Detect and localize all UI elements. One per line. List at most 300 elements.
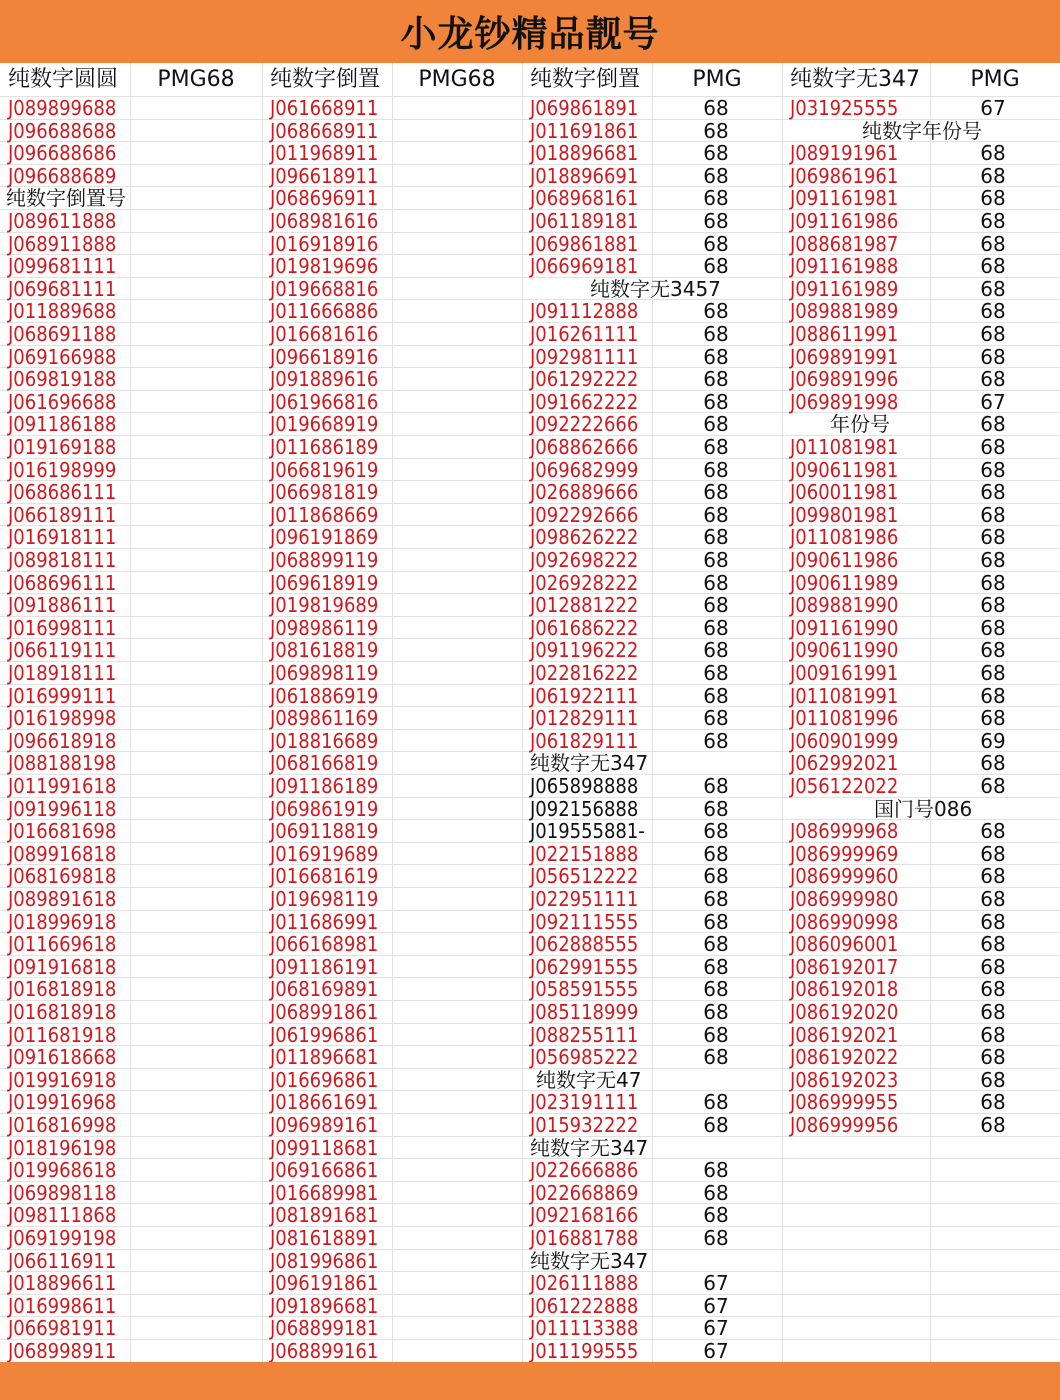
serial-number: J018661691 [270, 1090, 379, 1115]
serial-number: J068991861 [270, 1000, 379, 1024]
serial-number: J089891618 [8, 887, 117, 911]
serial-number: J089191961 [790, 141, 899, 166]
serial-number: J018896611 [8, 1271, 117, 1296]
serial-number: J086990998 [790, 909, 899, 934]
pmg-grade: 68 [703, 615, 729, 640]
serial-number: J016681619 [270, 864, 379, 889]
pmg-grade: 68 [980, 615, 1006, 640]
serial-number: J091161989 [790, 276, 899, 301]
section-label: 纯数字无347 [530, 751, 649, 776]
serial-number: J011199555 [530, 1339, 639, 1362]
table-row [0, 1069, 1060, 1092]
serial-number: J016681616 [270, 322, 379, 346]
serial-number: J022951111 [530, 887, 639, 911]
serial-number: J066981819 [270, 480, 379, 505]
serial-number: J091186191 [270, 954, 379, 979]
serial-number: J068691188 [8, 322, 117, 346]
serial-number: J091896681 [270, 1293, 379, 1318]
serial-number: J069898119 [270, 661, 379, 685]
pmg-grade: 68 [980, 1022, 1006, 1047]
pmg-grade: 68 [703, 389, 729, 414]
pmg-grade: 68 [980, 887, 1006, 911]
serial-number: J099681111 [8, 254, 117, 279]
pmg-grade: 67 [703, 1339, 729, 1362]
pmg-grade: 68 [703, 864, 729, 889]
pmg-grade: 68 [703, 1203, 729, 1228]
serial-number: J061996861 [270, 1022, 379, 1047]
pmg-grade: 68 [980, 638, 1006, 663]
serial-number: J015932222 [530, 1113, 639, 1137]
serial-number: J016198999 [8, 457, 117, 482]
serial-number: J086999955 [790, 1090, 899, 1115]
serial-number: J018996918 [8, 909, 117, 934]
serial-number: J031925555 [790, 96, 899, 120]
pmg-grade: 68 [980, 593, 1006, 618]
serial-number: J091196222 [530, 638, 639, 663]
pmg-grade: 68 [703, 322, 729, 346]
pmg-grade: 68 [703, 412, 729, 437]
column-header: PMG68 [157, 67, 235, 92]
pmg-grade: 68 [703, 570, 729, 595]
serial-number: J088188198 [8, 751, 117, 776]
serial-number: J086999980 [790, 887, 899, 911]
serial-number: J090611981 [790, 457, 899, 482]
serial-number: J011081986 [790, 525, 899, 550]
serial-number: J016999111 [8, 683, 117, 708]
serial-number: J060011981 [790, 480, 899, 505]
serial-number: J090611989 [790, 570, 899, 595]
serial-number: J089899688 [8, 96, 117, 120]
serial-number: J061189181 [530, 209, 639, 233]
serial-number: J092156888 [530, 796, 639, 821]
serial-number: J018196198 [8, 1135, 117, 1160]
serial-number: J016689981 [270, 1180, 379, 1205]
serial-number: J066189111 [8, 502, 117, 527]
column-header: 纯数字倒置 [530, 67, 641, 92]
serial-number: J069118819 [270, 819, 379, 844]
pmg-grade: 68 [703, 593, 729, 618]
serial-number: J069898118 [8, 1180, 117, 1205]
pmg-grade: 67 [703, 1316, 729, 1341]
serial-number: J016818918 [8, 1000, 117, 1024]
serial-number: J061829111 [530, 728, 639, 753]
pmg-grade: 67 [703, 1271, 729, 1296]
pmg-grade: 68 [980, 932, 1006, 957]
serial-number: J069861881 [530, 231, 639, 256]
serial-number: J016881788 [530, 1226, 639, 1250]
pmg-grade: 68 [980, 1045, 1006, 1070]
serial-number: J061696688 [8, 389, 117, 414]
serial-number: J069166988 [8, 344, 117, 369]
serial-number: J016998111 [8, 615, 117, 640]
serial-number: J068169818 [8, 864, 117, 889]
serial-number: J068696111 [8, 570, 117, 595]
serial-number: J086999969 [790, 841, 899, 866]
spreadsheet [0, 63, 1060, 1362]
serial-number: J011889688 [8, 299, 117, 324]
pmg-grade: 68 [703, 796, 729, 821]
section-label: 国门号086 [874, 796, 973, 821]
pmg-grade: 67 [703, 1293, 729, 1318]
serial-number: J016261111 [530, 322, 639, 346]
bottom-bar [0, 1362, 1060, 1400]
serial-number: J011081996 [790, 706, 899, 731]
pmg-grade: 68 [980, 525, 1006, 550]
serial-number: J090611990 [790, 638, 899, 663]
serial-number: J086192022 [790, 1045, 899, 1070]
serial-number: J068911888 [8, 231, 117, 256]
serial-number: J012881222 [530, 593, 639, 618]
serial-number: J086999960 [790, 864, 899, 889]
serial-number: J099801981 [790, 502, 899, 527]
serial-number: J011669618 [8, 932, 117, 957]
serial-number: J018896691 [530, 163, 639, 188]
serial-number: J019698119 [270, 887, 379, 911]
pmg-grade: 68 [980, 1090, 1006, 1115]
serial-number: J068899119 [270, 548, 379, 572]
serial-number: J086192020 [790, 1000, 899, 1024]
pmg-grade: 68 [703, 1180, 729, 1205]
pmg-grade: 68 [703, 819, 729, 844]
pmg-grade: 68 [980, 186, 1006, 211]
serial-number: J068899181 [270, 1316, 379, 1341]
title-bar [0, 0, 1060, 63]
serial-number: J068899161 [270, 1339, 379, 1362]
serial-number: J068998911 [8, 1339, 117, 1362]
serial-number: J019916918 [8, 1067, 117, 1092]
serial-number: J011113388 [530, 1316, 639, 1341]
serial-number: J091889616 [270, 367, 379, 392]
pmg-grade: 68 [980, 412, 1006, 437]
section-label: 纯数字倒置号 [6, 186, 126, 211]
section-label: 年份号 [830, 412, 890, 437]
serial-number: J091161988 [790, 254, 899, 279]
serial-number: J068696911 [270, 186, 379, 211]
pmg-grade: 68 [980, 751, 1006, 776]
serial-number: J068169891 [270, 977, 379, 1002]
pmg-grade: 68 [703, 728, 729, 753]
serial-number: J011686189 [270, 435, 379, 459]
pmg-grade: 68 [703, 932, 729, 957]
page-title: 小龙钞精品靓号 [400, 14, 660, 55]
serial-number: J016816998 [8, 1113, 117, 1137]
serial-number: J096191869 [270, 525, 379, 550]
serial-number: J009161991 [790, 661, 899, 685]
section-label: 纯数字无347 [530, 1248, 649, 1273]
serial-number: J019968618 [8, 1158, 117, 1183]
serial-number: J091112888 [530, 299, 639, 324]
serial-number: J069618919 [270, 570, 379, 595]
pmg-grade: 68 [980, 344, 1006, 369]
pmg-grade: 68 [980, 299, 1006, 324]
serial-number: J096989161 [270, 1113, 379, 1137]
serial-number: J092168166 [530, 1203, 639, 1228]
pmg-grade: 68 [703, 96, 729, 120]
serial-number: J062991555 [530, 954, 639, 979]
pmg-grade: 68 [980, 322, 1006, 346]
serial-number: J068686111 [8, 480, 117, 505]
serial-number: J098986119 [270, 615, 379, 640]
serial-number: J089881990 [790, 593, 899, 618]
serial-number: J016918111 [8, 525, 117, 550]
serial-number: J086192021 [790, 1022, 899, 1047]
serial-number: J011991618 [8, 774, 117, 798]
serial-number: J086192023 [790, 1067, 899, 1092]
serial-number: J026928222 [530, 570, 639, 595]
serial-number: J016818918 [8, 977, 117, 1002]
serial-number: J056512222 [530, 864, 639, 889]
pmg-grade: 68 [980, 367, 1006, 392]
pmg-grade: 68 [980, 841, 1006, 866]
pmg-grade: 68 [980, 502, 1006, 527]
serial-number: J011666886 [270, 299, 379, 324]
section-label: 纯数字年份号 [862, 118, 982, 143]
pmg-grade: 68 [980, 276, 1006, 301]
section-label: 纯数字无347 [530, 1135, 649, 1160]
serial-number: J011968911 [270, 141, 379, 166]
serial-number: J069891991 [790, 344, 899, 369]
pmg-grade: 68 [703, 367, 729, 392]
serial-number: J069681111 [8, 276, 117, 301]
serial-number: J088681987 [790, 231, 899, 256]
pmg-grade: 68 [703, 1022, 729, 1047]
serial-number: J022151888 [530, 841, 639, 866]
serial-number: J086999968 [790, 819, 899, 844]
serial-number: J018918111 [8, 661, 117, 685]
serial-number: J091186188 [8, 412, 117, 437]
pmg-grade: 68 [703, 887, 729, 911]
pmg-grade: 68 [703, 548, 729, 572]
pmg-grade: 68 [703, 525, 729, 550]
serial-number: J091161981 [790, 186, 899, 211]
pmg-grade: 68 [703, 254, 729, 279]
serial-number: J012829111 [530, 706, 639, 731]
serial-number: J016919689 [270, 841, 379, 866]
serial-number: J085118999 [530, 1000, 639, 1024]
serial-number: J016918916 [270, 231, 379, 256]
serial-number: J089861169 [270, 706, 379, 731]
pmg-grade: 68 [703, 774, 729, 798]
pmg-grade: 68 [980, 683, 1006, 708]
serial-number: J061292222 [530, 367, 639, 392]
pmg-grade: 68 [980, 1000, 1006, 1024]
pmg-grade: 68 [980, 774, 1006, 798]
serial-number: J066119111 [8, 638, 117, 663]
pmg-grade: 68 [703, 344, 729, 369]
serial-number: J081996861 [270, 1248, 379, 1273]
pmg-grade: 68 [703, 706, 729, 731]
serial-number: J019916968 [8, 1090, 117, 1115]
serial-number: J061222888 [530, 1293, 639, 1318]
serial-number: J096618916 [270, 344, 379, 369]
pmg-grade: 68 [980, 141, 1006, 166]
header-row [0, 63, 1060, 97]
pmg-grade: 68 [703, 231, 729, 256]
serial-number: J091886111 [8, 593, 117, 618]
serial-number: J096688688 [8, 118, 117, 143]
serial-number: J069819188 [8, 367, 117, 392]
section-label: 纯数字无3457 [590, 276, 721, 301]
serial-number: J091662222 [530, 389, 639, 414]
pmg-grade: 68 [980, 819, 1006, 844]
serial-number: J091618668 [8, 1045, 117, 1070]
pmg-grade: 68 [980, 661, 1006, 685]
pmg-grade: 68 [703, 638, 729, 663]
serial-number: J018816689 [270, 728, 379, 753]
pmg-grade: 68 [703, 683, 729, 708]
serial-number: J081891681 [270, 1203, 379, 1228]
pmg-grade: 68 [703, 1113, 729, 1137]
serial-number: J061966816 [270, 389, 379, 414]
pmg-grade: 68 [980, 435, 1006, 459]
serial-number: J019668816 [270, 276, 379, 301]
serial-number: J086999956 [790, 1113, 899, 1137]
column-header: PMG [970, 67, 1020, 92]
serial-number: J089881989 [790, 299, 899, 324]
pmg-grade: 68 [980, 909, 1006, 934]
pmg-grade: 68 [980, 231, 1006, 256]
pmg-grade: 68 [703, 435, 729, 459]
serial-number: J068166819 [270, 751, 379, 776]
serial-number: J062992021 [790, 751, 899, 776]
pmg-grade: 68 [703, 1090, 729, 1115]
serial-number: J091996118 [8, 796, 117, 821]
serial-number: J066116911 [8, 1248, 117, 1273]
serial-number: J069861961 [790, 163, 899, 188]
serial-number: J019819696 [270, 254, 379, 279]
serial-number: J091916818 [8, 954, 117, 979]
serial-number: J069861919 [270, 796, 379, 821]
column-header: 纯数字圆圆 [8, 67, 119, 92]
serial-number: J011081981 [790, 435, 899, 459]
serial-number: J089916818 [8, 841, 117, 866]
serial-number: J068668911 [270, 118, 379, 143]
pmg-grade: 68 [703, 909, 729, 934]
section-label: 纯数字无47 [536, 1067, 642, 1092]
serial-number: J086192017 [790, 954, 899, 979]
serial-number: J088611991 [790, 322, 899, 346]
serial-number: J098111868 [8, 1203, 117, 1228]
serial-number: J088255111 [530, 1022, 639, 1047]
serial-number: J016998611 [8, 1293, 117, 1318]
serial-number: J056985222 [530, 1045, 639, 1070]
serial-number: J066981911 [8, 1316, 117, 1341]
serial-number: J086096001 [790, 932, 899, 957]
serial-number: J062888555 [530, 932, 639, 957]
serial-number: J066819619 [270, 457, 379, 482]
serial-number: J092698222 [530, 548, 639, 572]
pmg-grade: 68 [703, 209, 729, 233]
serial-number: J026111888 [530, 1271, 639, 1296]
table-row [0, 278, 1060, 301]
pmg-grade: 68 [980, 209, 1006, 233]
serial-number: J018896681 [530, 141, 639, 166]
pmg-grade: 67 [980, 96, 1006, 120]
pmg-grade: 68 [703, 163, 729, 188]
pmg-grade: 67 [980, 389, 1006, 414]
column-header: PMG [692, 67, 742, 92]
serial-number: J026889666 [530, 480, 639, 505]
pmg-grade: 68 [980, 1067, 1006, 1092]
serial-number: J090611986 [790, 548, 899, 572]
pmg-grade: 68 [703, 1226, 729, 1250]
pmg-grade: 68 [980, 706, 1006, 731]
serial-number: J016198998 [8, 706, 117, 731]
serial-number: J022668869 [530, 1180, 639, 1205]
serial-number: J061668911 [270, 96, 379, 120]
serial-number: J096618918 [8, 728, 117, 753]
serial-number: J091161986 [790, 209, 899, 233]
pmg-grade: 68 [980, 254, 1006, 279]
serial-number: J081618891 [270, 1226, 379, 1250]
serial-number: J092292666 [530, 502, 639, 527]
serial-number: J069199198 [8, 1226, 117, 1250]
serial-number: J058591555 [530, 977, 639, 1002]
pmg-grade: 68 [980, 457, 1006, 482]
serial-number: J069166861 [270, 1158, 379, 1183]
column-header: 纯数字无347 [790, 67, 920, 92]
pmg-grade: 68 [703, 954, 729, 979]
serial-number: J066168981 [270, 932, 379, 957]
serial-number: J066969181 [530, 254, 639, 279]
serial-number: J022816222 [530, 661, 639, 685]
serial-number: J069891998 [790, 389, 899, 414]
serial-number: J098626222 [530, 525, 639, 550]
pmg-grade: 68 [703, 1045, 729, 1070]
pmg-grade: 68 [980, 864, 1006, 889]
pmg-grade: 68 [703, 502, 729, 527]
serial-number: J016696861 [270, 1067, 379, 1092]
serial-number: J069891996 [790, 367, 899, 392]
serial-number: J091186189 [270, 774, 379, 798]
serial-number: J019819689 [270, 593, 379, 618]
serial-number: J086192018 [790, 977, 899, 1002]
serial-number: J019668919 [270, 412, 379, 437]
pmg-grade: 68 [980, 977, 1006, 1002]
pmg-grade: 68 [703, 118, 729, 143]
serial-number: J065898888 [530, 774, 639, 798]
serial-number: J011081991 [790, 683, 899, 708]
serial-number: J096618911 [270, 163, 379, 188]
serial-number: J011681918 [8, 1022, 117, 1047]
serial-number: J069682999 [530, 457, 639, 482]
serial-number: J061922111 [530, 683, 639, 708]
pmg-grade: 68 [703, 299, 729, 324]
serial-number: J011896681 [270, 1045, 379, 1070]
serial-number: J096688689 [8, 163, 117, 188]
serial-number: J099118681 [270, 1135, 379, 1160]
serial-number: J091161990 [790, 615, 899, 640]
pmg-grade: 68 [980, 954, 1006, 979]
pmg-grade: 69 [980, 728, 1006, 753]
serial-number: J092111555 [530, 909, 639, 934]
serial-number: J068981616 [270, 209, 379, 233]
serial-number: J061686222 [530, 615, 639, 640]
pmg-grade: 68 [703, 141, 729, 166]
serial-number: J016681698 [8, 819, 117, 844]
pmg-grade: 68 [703, 457, 729, 482]
pmg-grade: 68 [703, 977, 729, 1002]
serial-number: J019169188 [8, 435, 117, 459]
pmg-grade: 68 [980, 1113, 1006, 1137]
pmg-grade: 68 [703, 186, 729, 211]
pmg-grade: 68 [703, 841, 729, 866]
pmg-grade: 68 [703, 480, 729, 505]
serial-number: J011691861 [530, 118, 639, 143]
serial-number: J092222666 [530, 412, 639, 437]
serial-number: J096688686 [8, 141, 117, 166]
pmg-grade: 68 [980, 548, 1006, 572]
